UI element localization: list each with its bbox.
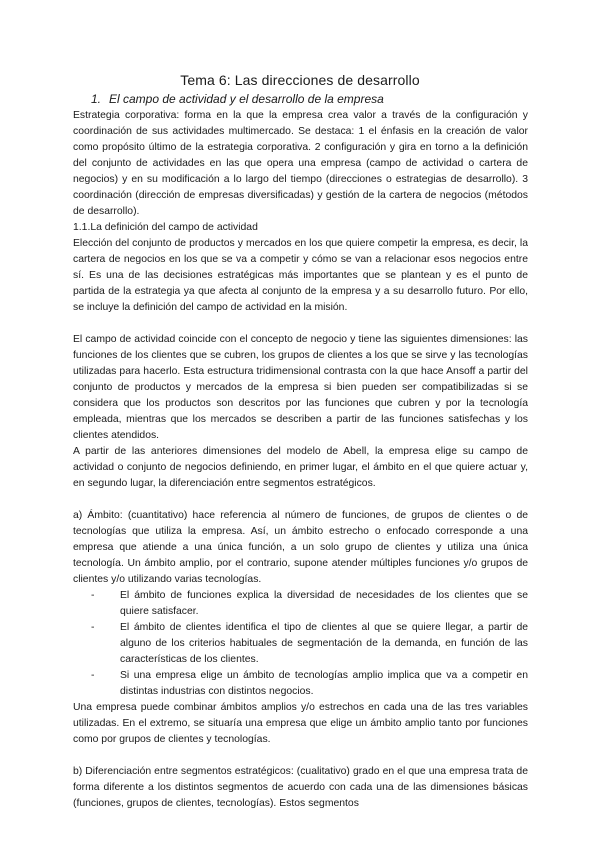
ambito-list [73,588,528,700]
paragraph-definition: Elección del conjunto de productos y mercados en los que quiere competir la empresa, es decir, la cartera de negocios en los que se va a competir y cómo se van a relacionar esos negocios entre sí. Es una de las decisiones estratégicas más importantes que se plantean y es el punto de partida de la estrategia ya que afecta al conjunto de la empresa y a su desarrollo futuro. Por ello, se incluye la definición del campo de actividad en la misión. [73,238,528,313]
list-dash: - [91,670,95,681]
list-item-text: El ámbito de funciones explica la diversidad de necesidades de los clientes que se quiere satisfacer. [120,590,528,617]
paragraph-strategy: Estrategia corporativa: forma en la que la empresa crea valor a través de la configuración y coordinación de sus actividades multimercado. Se destaca: 1 el énfasis en la creación de valor como propósito último de la estrategia corporativa. 2 configuración y gira en torno a la definición del conjunto de actividades en las que opera una empresa (campo de actividad o cartera de negocios) y en su modificación a lo largo del tiempo (direcciones o estrategias de desarrollo). 3 coordinación (dirección de empresas diversificadas) y gestión de la cartera de negocios (métodos de desarrollo). [73,110,528,217]
list-item [73,620,528,668]
list-item [73,668,528,700]
document-title: Tema 6: Las direcciones de desarrollo [180,72,420,88]
paragraph-dimensions: El campo de actividad coincide con el concepto de negocio y tiene las siguientes dimensiones: las funciones de los clientes que se cubren, los grupos de clientes a los que se sirve y las tecnologías utilizadas para hacerlo. Esta estructura tridimensional contrasta con la que hace Ansoff a partir del conjunto de productos y mercados de la empresa si bien pueden ser compatibilizadas si se considera que los productos son descritos por las funciones que cubren y por la tecnología empleada, mientras que los mercados se describen a partir de las funciones satisfechas y los clientes atendidos. [73,334,528,441]
paragraph-combination: Una empresa puede combinar ámbitos amplios y/o estrechos en cada una de las tres variables utilizadas. En el extremo, se situaría una empresa que elige un ámbito amplio tanto por funciones como por grupos de clientes y tecnologías. [73,702,528,745]
section-heading-text: El campo de actividad y el desarrollo de la empresa [109,92,384,106]
section-number: 1. [91,92,102,106]
paragraph-differentiation: b) Diferenciación entre segmentos estratégicos: (cualitativo) grado en el que una empresa trata de forma diferente a los distintos segmentos de acuerdo con cada una de las dimensiones básicas (funciones, grupos de clientes, tecnologías). Estos segmentos [73,766,528,809]
subsection-heading: 1.1.La definición del campo de actividad [73,222,258,233]
paragraph-ambito: a) Ámbito: (cuantitativo) hace referencia al número de funciones, de grupos de clientes o de tecnologías que utiliza la empresa. Así, un ámbito estrecho o enfocado corresponde a una empresa que atiende a una única función, a un solo grupo de clientes y utiliza una única tecnología. Un ámbito amplio, por el contrario, supone atender múltiples funciones y/o grupos de clientes y/o utilizando varias tecnologías. [73,510,528,585]
list-dash: - [91,590,95,601]
list-item-text: El ámbito de clientes identifica el tipo de clientes al que se quiere llegar, a partir de alguno de los criterios habituales de segmentación de la demanda, en función de las características de los clientes. [120,622,528,665]
section-heading [91,92,384,106]
list-dash: - [91,622,95,633]
list-item-text: Si una empresa elige un ámbito de tecnologías amplio implica que va a competir en distintas industrias con distintos negocios. [120,670,528,697]
list-item [73,588,528,620]
document-body [73,108,528,812]
paragraph-abell: A partir de las anteriores dimensiones del modelo de Abell, la empresa elige su campo de actividad o conjunto de negocios definiendo, en primer lugar, el ámbito en el que quiere actuar y, en segundo lugar, la diferenciación entre segmentos estratégicos. [73,446,528,489]
